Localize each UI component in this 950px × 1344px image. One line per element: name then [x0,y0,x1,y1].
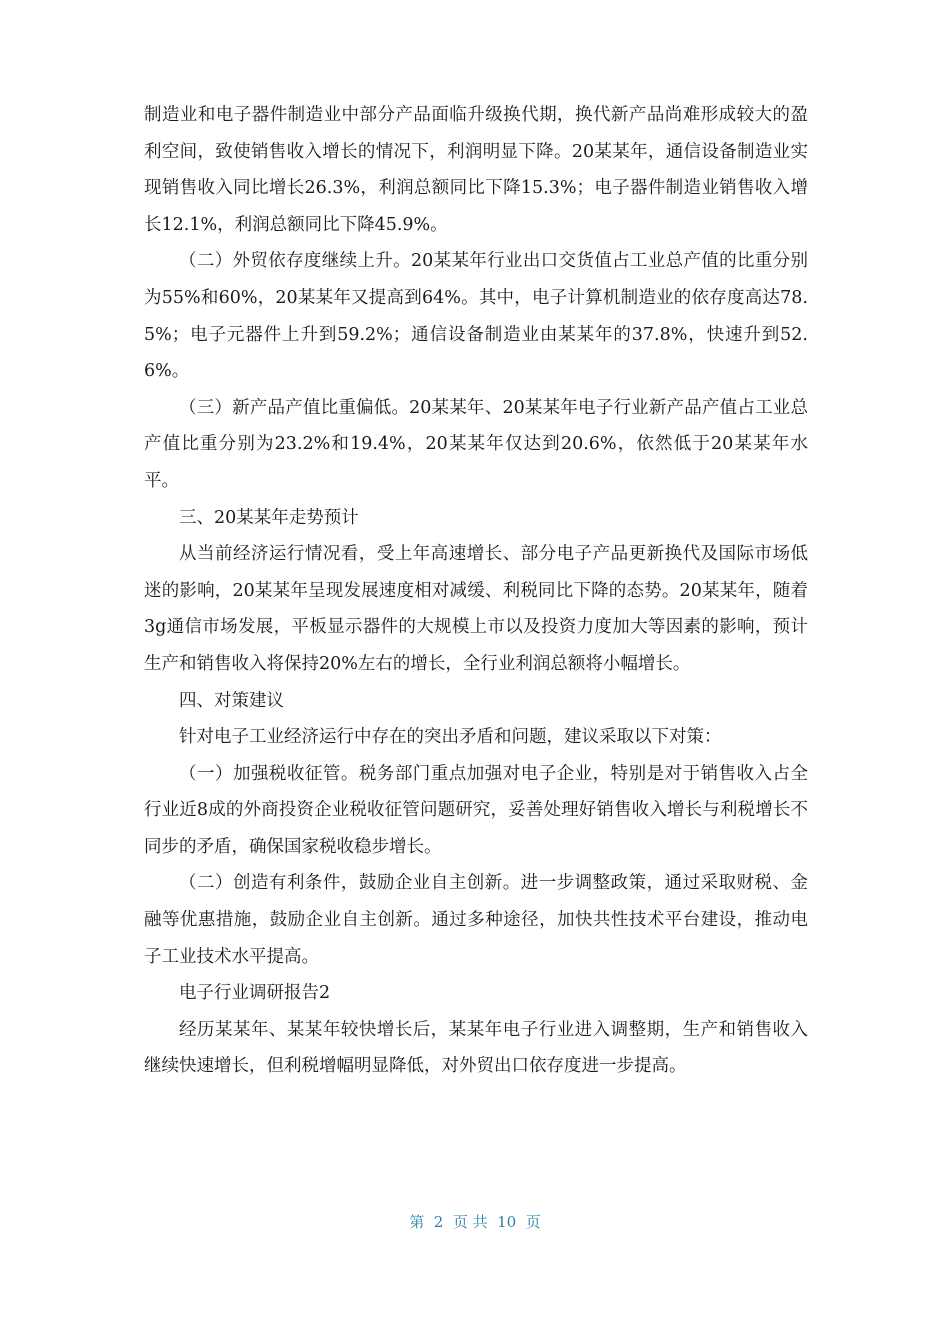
section-heading-3: 三、20某某年走势预计 [179,507,359,528]
paragraph-5: 从当前经济运行情况看，受上年高速增长、部分电子产品更新换代及国际市场低迷的影响，20某某年呈现发展速度相对减缓、利税同比下降的态势。20某某年，随着3g通信市场发展，平板显示器件的大规模上市以及投资力度加大等因素的影响，预计生产和销售收入将保持20%左右的增长，全行业利润总额将小幅增长。 [144,544,808,674]
paragraph-2: （二）外贸依存度继续上升。20某某年行业出口交货值占工业总产值的比重分别为55%和60%，20某某年又提高到64%。其中，电子计算机制造业的依存度高达78.5%；电子元器件上升到59.2%；通信设备制造业由某某年的37.8%，快速升到52.6%。 [144,251,808,382]
paragraph-3: （三）新产品产值比重偏低。20某某年、20某某年电子行业新产品产值占工业总产值比重分别为23.2%和19.4%，20某某年仅达到20.6%，依然低于20某某年水平。 [144,397,808,491]
paragraph-9: （二）创造有利条件，鼓励企业自主创新。进一步调整政策，通过采取财税、金融等优惠措施，鼓励企业自主创新。通过多种途径，加快共性技术平台建设，推动电子工业技术水平提高。 [144,873,808,967]
paragraph-1: 制造业和电子器件制造业中部分产品面临升级换代期，换代新产品尚难形成较大的盈利空间，致使销售收入增长的情况下，利润明显下降。20某某年，通信设备制造业实现销售收入同比增长26.3%，利润总额同比下降15.3%；电子器件制造业销售收入增长12.1%，利润总额同比下降45.9%。 [144,105,808,235]
report-subtitle: 电子行业调研报告2 [179,983,331,1004]
paragraph-8: （一）加强税收征管。税务部门重点加强对电子企业，特别是对于销售收入占全行业近8成的外商投资企业税收征管问题研究，妥善处理好销售收入增长与利税增长不同步的矛盾，确保国家税收稳步增长。 [144,763,808,857]
paragraph-7: 针对电子工业经济运行中存在的突出矛盾和问题，建议采取以下对策： [179,727,722,748]
document-body [144,97,808,1085]
page-number-footer: 第 2 页 共 10 页 [409,1213,541,1231]
paragraph-11: 经历某某年、某某年较快增长后，某某年电子行业进入调整期，生产和销售收入继续快速增长，但利税增幅明显降低，对外贸出口依存度进一步提高。 [144,1019,808,1077]
section-heading-4: 四、对策建议 [179,690,284,711]
